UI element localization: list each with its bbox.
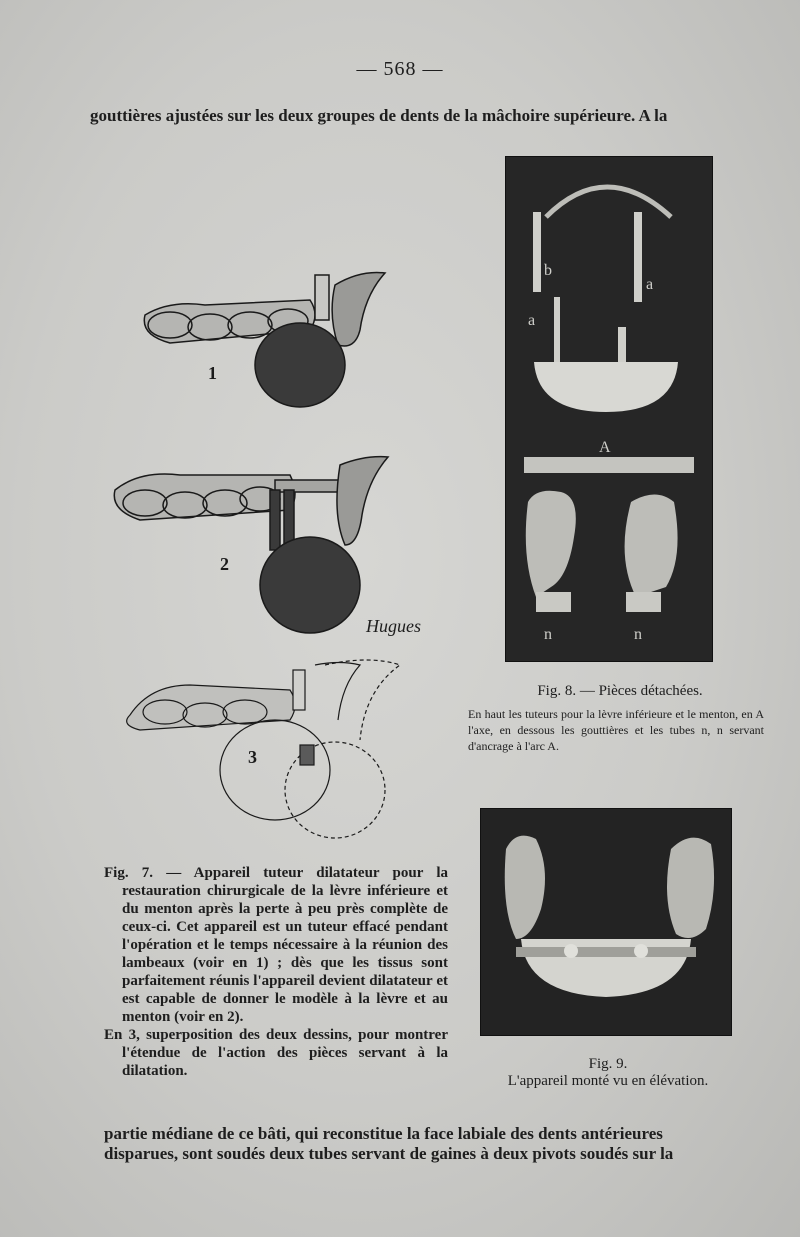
body-text-bottom-line-1: partie médiane de ce bâti, qui reconstitue la face labiale des dents antérieures [104, 1124, 663, 1143]
svg-text:b: b [544, 262, 552, 279]
drawing-3 [127, 660, 400, 838]
figure9-caption-title: Fig. 9. [588, 1056, 628, 1072]
svg-text:n: n [634, 626, 642, 643]
figure8-caption-body: En haut les tuteurs pour la lèvre inférieure et le menton, en A l'axe, en dessous les gouttières et les tubes n, n servant d'ancrage à l'arc A. [468, 707, 764, 753]
svg-text:n: n [544, 626, 552, 643]
svg-text:a: a [528, 312, 536, 329]
figure9-caption-body: L'appareil monté vu en élévation. [507, 1073, 709, 1089]
artist-signature: Hugues [366, 616, 421, 636]
drawing-label-3: 3 [248, 747, 257, 767]
figure7-drawings [110, 255, 440, 845]
svg-text:A: A [599, 439, 611, 456]
figure8-photo [505, 156, 713, 662]
figure8-photo-content [506, 157, 712, 661]
drawing-1 [144, 273, 385, 408]
figure7-caption-title: Fig. 7. — Appareil tuteur dilatateur pour la restauration chirurgicale de la lèvre inférieure et du menton après la perte à peu près complète de ceux-ci. Cet appareil est un tuteur effacé pendant l'opération et le temps nécessaire à la réunion des lambeaux (voir en 1) ; dès que les tissus sont parfaitement réunis l'appareil devient dilatateur et est capable de donner le modèle à la lèvre et au menton (voir en 2). [104, 865, 448, 1025]
drawing-label-1: 1 [208, 363, 217, 383]
figure7-caption [104, 864, 448, 1080]
figure7-caption-para2: En 3, superposition des deux dessins, pour montrer l'étendue de l'action des pièces servant à la dilatation. [104, 1027, 448, 1079]
svg-text:a: a [646, 276, 654, 293]
figure9-photo-content [481, 809, 731, 1035]
figure8-caption-title: Fig. 8. — Pièces détachées. [537, 683, 703, 699]
body-text-bottom-line-2: disparues, sont soudés deux tubes servant de gaines à deux pivots soudés sur la [104, 1144, 674, 1163]
page-number: — 568 — [356, 58, 444, 80]
figure9-photo [480, 808, 732, 1036]
body-text-top-line: gouttières ajustées sur les deux groupes de dents de la mâchoire supérieure. A la [90, 106, 668, 125]
drawing-2 [114, 457, 388, 633]
drawing-label-2: 2 [220, 554, 229, 574]
